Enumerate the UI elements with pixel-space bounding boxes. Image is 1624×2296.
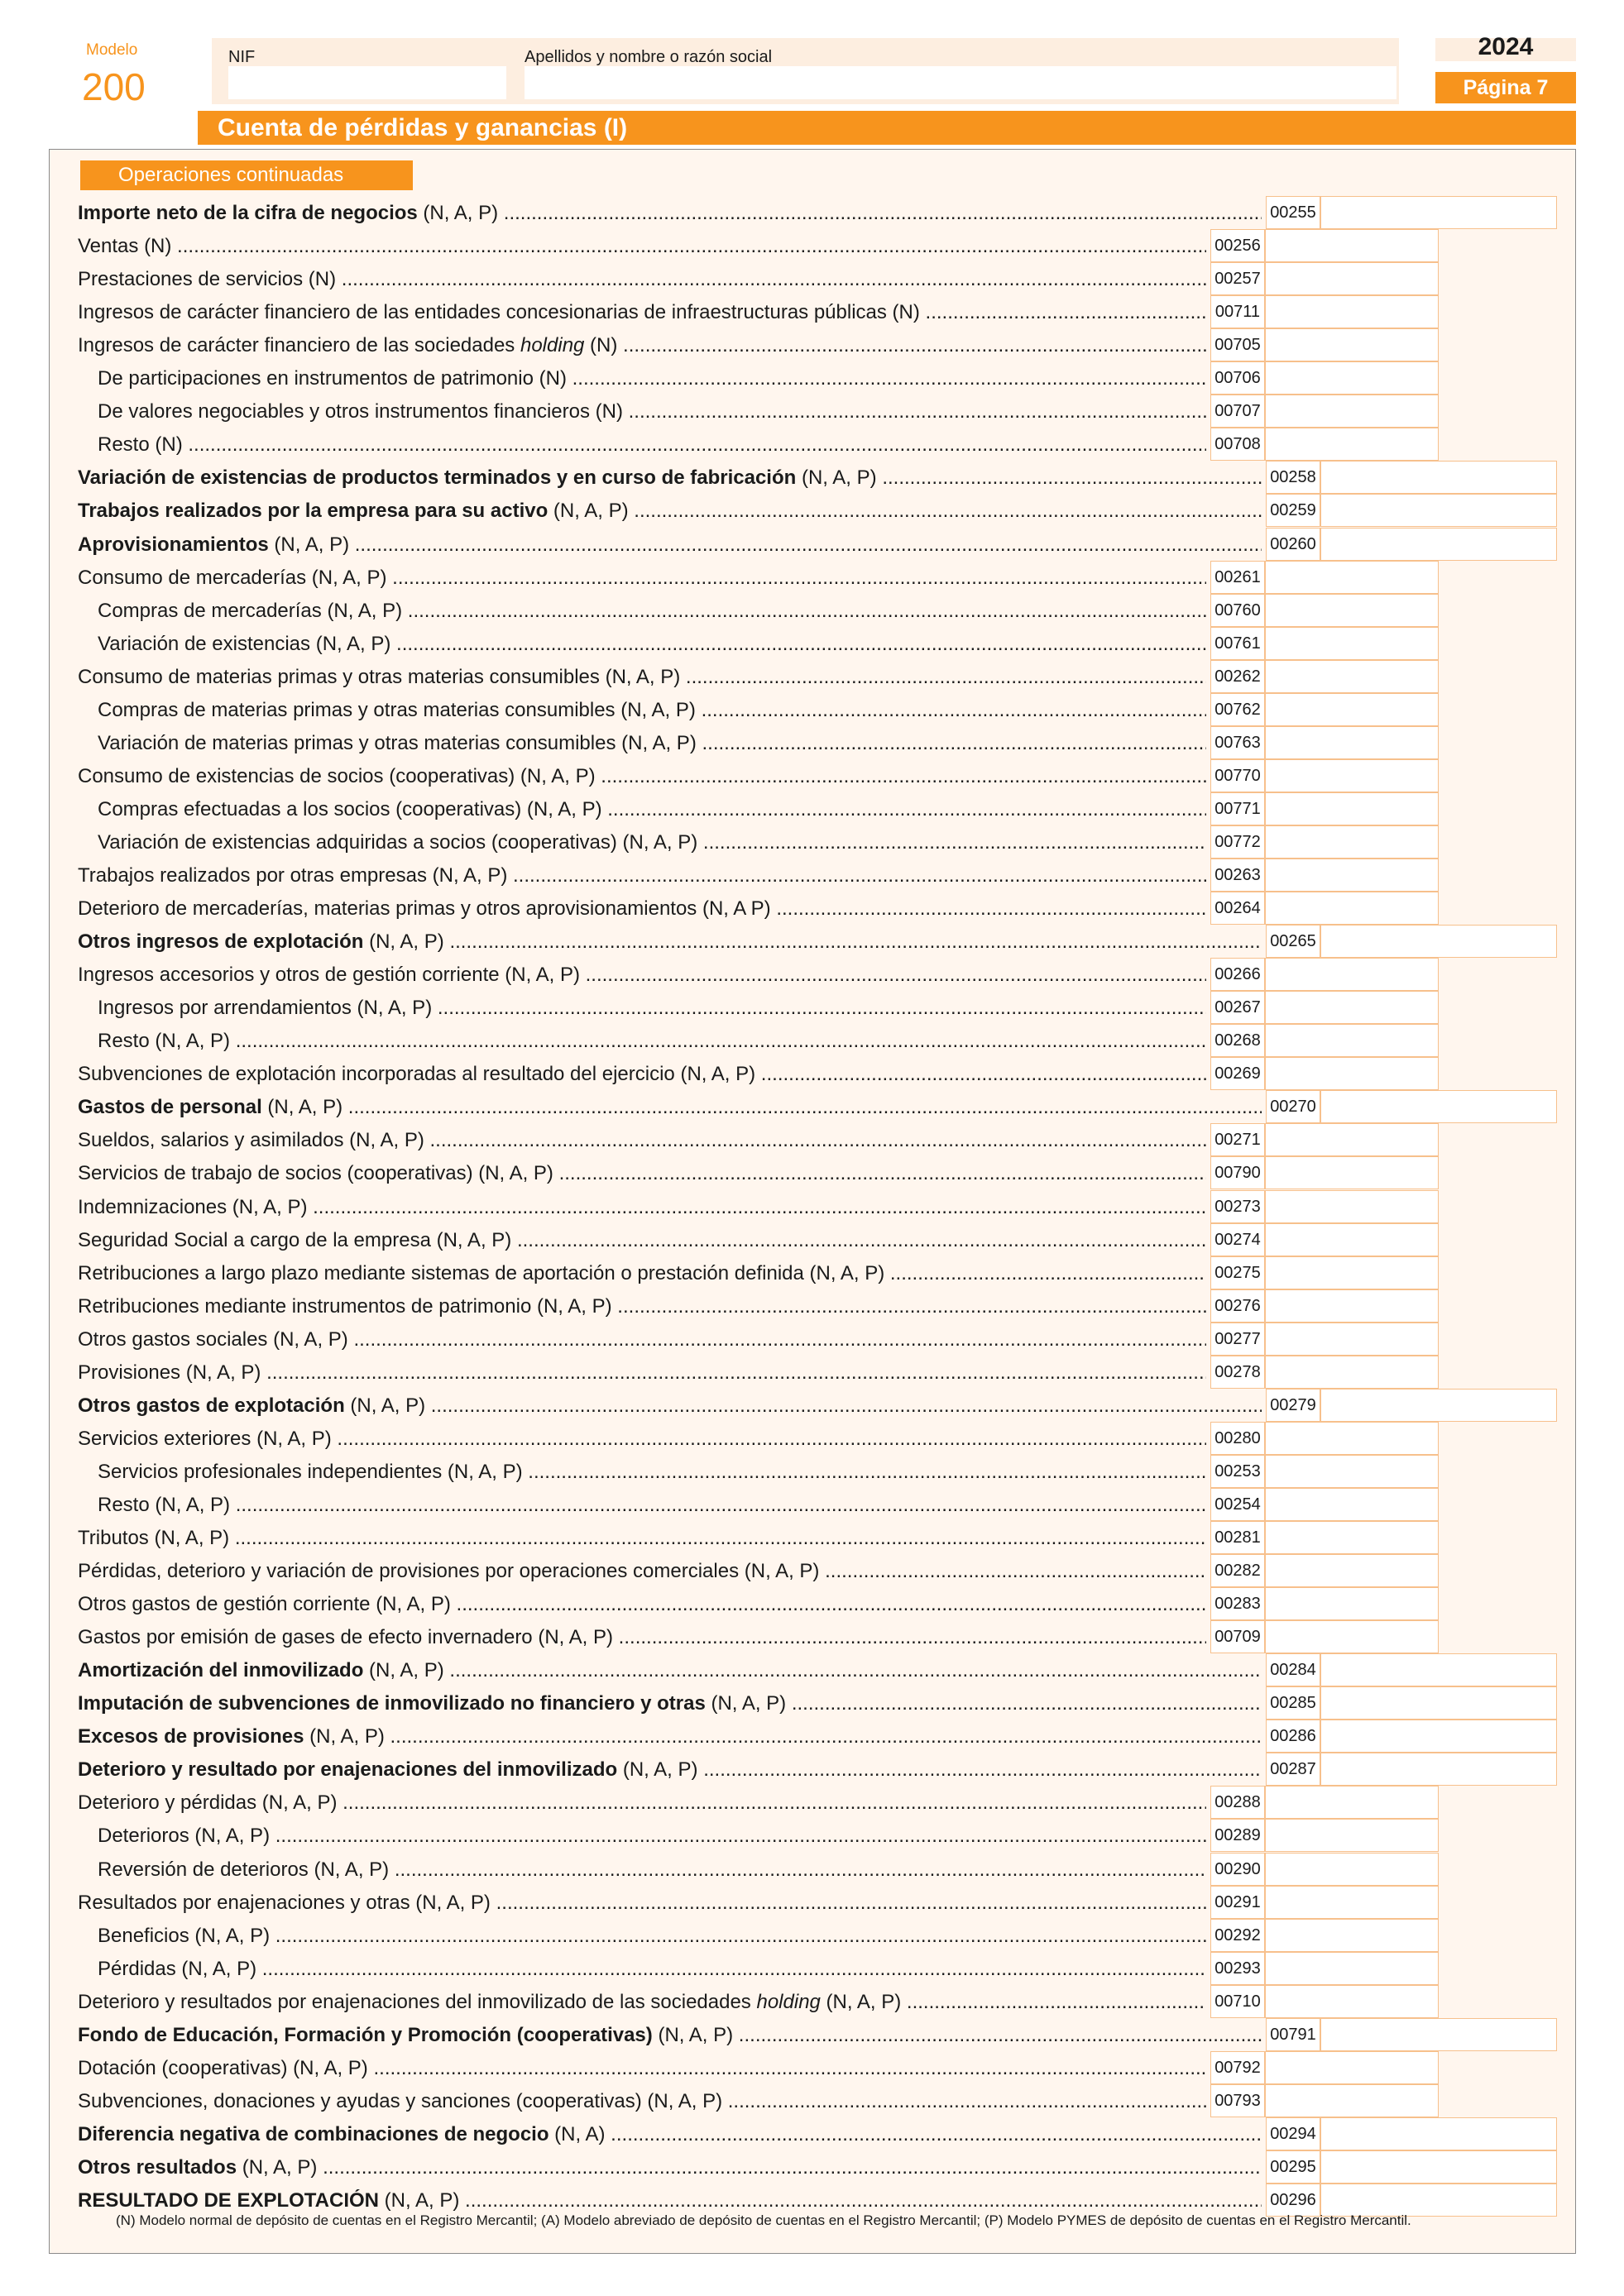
amount-field[interactable] (1265, 627, 1439, 660)
row-label-text: Otros gastos sociales (N, A, P) (78, 1328, 348, 1351)
row-label-text: Trabajos realizados por otras empresas (N, A, P) (78, 864, 508, 887)
row-label (78, 1560, 1206, 1583)
row-label-bold: Aprovisionamientos (78, 533, 269, 556)
row-label-text: Subvenciones de explotación incorporadas al resultado del ejercicio (N, A, P) (78, 1063, 756, 1085)
row-label (78, 367, 1206, 390)
row-label (78, 301, 1206, 324)
box-code: 00273 (1210, 1190, 1265, 1223)
box-code: 00706 (1210, 361, 1265, 395)
row-label-text: Tributos (N, A, P) (78, 1527, 230, 1549)
amount-field[interactable] (1320, 1389, 1557, 1422)
amount-field[interactable] (1265, 1190, 1439, 1223)
box-code: 00277 (1210, 1323, 1265, 1356)
amount-field[interactable] (1265, 1024, 1439, 1057)
row-label (78, 1692, 1262, 1715)
row-label-text: Ingresos de carácter financiero de las sociedades holding (N) (78, 334, 618, 356)
amount-field[interactable] (1320, 2117, 1557, 2150)
box-code: 00760 (1210, 594, 1265, 627)
row-label-bold: Diferencia negativa de combinaciones de negocio (78, 2123, 549, 2145)
box-code: 00263 (1210, 859, 1265, 892)
amount-field[interactable] (1265, 1422, 1439, 1455)
row-label-text: Retribuciones a largo plazo mediante sistemas de aportación o prestación definida (N, A, P) (78, 1262, 885, 1284)
row-label (78, 2123, 1262, 2146)
box-code: 00709 (1210, 1620, 1265, 1653)
row-label-text: Gastos por emisión de gases de efecto invernadero (N, A, P) (78, 1626, 614, 1648)
amount-field[interactable] (1265, 991, 1439, 1024)
row-label (78, 334, 1206, 357)
amount-field[interactable] (1265, 428, 1439, 461)
box-code: 00266 (1210, 958, 1265, 991)
box-code: 00255 (1266, 196, 1320, 229)
amount-field[interactable] (1320, 1753, 1557, 1786)
amount-field[interactable] (1265, 1919, 1439, 1952)
box-code: 00278 (1210, 1356, 1265, 1389)
section-tab: Operaciones continuadas (80, 160, 413, 190)
row-label (78, 400, 1206, 423)
row-label-text: Servicios profesionales independientes (N, A, P) (98, 1461, 523, 1483)
row-label (78, 1295, 1206, 1318)
row-label (78, 1991, 1206, 2014)
amount-field[interactable] (1265, 1886, 1439, 1919)
row-label-text: (N, A, P) (268, 533, 350, 556)
box-code: 00257 (1210, 262, 1265, 295)
row-label-text: Reversión de deterioros (N, A, P) (98, 1858, 390, 1881)
row-label-text: Ventas (N) (78, 235, 172, 257)
row-label (78, 2189, 1262, 2212)
amount-field[interactable] (1265, 1554, 1439, 1587)
row-label-text: Consumo de materias primas y otras materias consumibles (N, A, P) (78, 666, 681, 688)
row-label-bold: Otros gastos de explotación (78, 1394, 345, 1417)
box-code: 00284 (1266, 1653, 1320, 1686)
row-label (78, 1626, 1206, 1649)
amount-field[interactable] (1320, 196, 1557, 229)
row-label (78, 633, 1206, 656)
row-label (78, 1229, 1206, 1252)
row-label-text: Variación de existencias (N, A, P) (98, 633, 391, 655)
row-label-text: Consumo de mercaderías (N, A, P) (78, 567, 387, 589)
amount-field[interactable] (1265, 229, 1439, 262)
modelo-number: 200 (82, 65, 146, 108)
row-label-text: Provisiones (N, A, P) (78, 1361, 261, 1384)
row-label (78, 1162, 1206, 1185)
box-code: 00271 (1210, 1123, 1265, 1156)
row-label (78, 897, 1206, 921)
row-label-text: Deterioro y pérdidas (N, A, P) (78, 1791, 338, 1814)
row-label (78, 1196, 1206, 1219)
row-label (78, 2024, 1262, 2047)
row-label-text: Otros gastos de gestión corriente (N, A, P) (78, 1593, 451, 1615)
row-label (78, 433, 1206, 457)
box-code: 00762 (1210, 693, 1265, 726)
amount-field[interactable] (1265, 759, 1439, 792)
amount-field[interactable] (1265, 1156, 1439, 1189)
box-code: 00274 (1210, 1223, 1265, 1256)
amount-field[interactable] (1265, 1323, 1439, 1356)
row-label (78, 1725, 1262, 1748)
amount-field[interactable] (1320, 1090, 1557, 1123)
row-label (78, 1328, 1206, 1351)
row-label-text: Deterioro y resultados por enajenaciones del inmovilizado de las sociedades holding (N, A, P) (78, 1991, 902, 2013)
amount-field[interactable] (1265, 1356, 1439, 1389)
row-label-text: (N, A, P) (344, 1394, 426, 1417)
amount-field[interactable] (1265, 1455, 1439, 1488)
row-label (78, 1925, 1206, 1948)
amount-field[interactable] (1265, 1521, 1439, 1554)
row-label-text: (N, A, P) (304, 1725, 385, 1748)
row-label (78, 765, 1206, 788)
row-label-text: (N, A, P) (379, 2189, 460, 2212)
row-label (78, 1593, 1206, 1616)
box-code: 00708 (1210, 428, 1265, 461)
amount-field[interactable] (1265, 1853, 1439, 1886)
box-code: 00269 (1210, 1057, 1265, 1090)
box-code: 00254 (1210, 1488, 1265, 1521)
row-label (78, 1030, 1206, 1053)
amount-field[interactable] (1320, 1720, 1557, 1753)
row-label-bold: Excesos de provisiones (78, 1725, 304, 1748)
row-label (78, 1659, 1262, 1682)
row-label (78, 235, 1206, 258)
box-code: 00258 (1266, 461, 1320, 494)
box-code: 00282 (1210, 1554, 1265, 1587)
amount-field[interactable] (1265, 1786, 1439, 1819)
row-label-text: (N, A, P) (548, 500, 629, 522)
box-code: 00286 (1266, 1720, 1320, 1753)
amount-field[interactable] (1265, 1488, 1439, 1521)
row-label (78, 1096, 1262, 1119)
row-label-bold: RESULTADO DE EXPLOTACIÓN (78, 2189, 380, 2212)
row-label (78, 666, 1206, 689)
amount-field[interactable] (1265, 1985, 1439, 2018)
amount-field[interactable] (1265, 1256, 1439, 1289)
box-code: 00261 (1210, 561, 1265, 594)
amount-field[interactable] (1265, 792, 1439, 825)
row-label-text: Compras de materias primas y otras materias consumibles (N, A, P) (98, 699, 696, 721)
row-label-text: Sueldos, salarios y asimilados (N, A, P) (78, 1129, 424, 1151)
nif-label: NIF (228, 48, 256, 66)
amount-field[interactable] (1265, 1223, 1439, 1256)
row-label-text: Servicios exteriores (N, A, P) (78, 1428, 332, 1450)
box-code: 00771 (1210, 792, 1265, 825)
box-code: 00279 (1266, 1389, 1320, 1422)
row-label-text: Pérdidas (N, A, P) (98, 1958, 257, 1980)
amount-field[interactable] (1320, 528, 1557, 561)
box-code: 00253 (1210, 1455, 1265, 1488)
amount-field[interactable] (1265, 693, 1439, 726)
row-label (78, 699, 1206, 722)
row-label (78, 2156, 1262, 2179)
row-label-text: Compras efectuadas a los socios (cooperativas) (N, A, P) (98, 798, 602, 820)
amount-field[interactable] (1320, 2018, 1557, 2051)
row-label (78, 964, 1206, 987)
box-code: 00285 (1266, 1686, 1320, 1720)
amount-field[interactable] (1265, 395, 1439, 428)
box-code: 00770 (1210, 759, 1265, 792)
row-label-text: Variación de materias primas y otras materias consumibles (N, A, P) (98, 732, 697, 754)
row-label (78, 2057, 1206, 2080)
box-code: 00711 (1210, 295, 1265, 328)
row-label-text: Resultados por enajenaciones y otras (N, A, P) (78, 1892, 491, 1914)
box-code: 00793 (1210, 2084, 1265, 2117)
box-code: 00283 (1210, 1587, 1265, 1620)
row-label (78, 1361, 1206, 1385)
box-code: 00295 (1266, 2150, 1320, 2184)
row-label-text: (N, A) (549, 2123, 606, 2145)
row-label-text: Indemnizaciones (N, A, P) (78, 1196, 308, 1218)
amount-field[interactable] (1265, 726, 1439, 759)
row-label-text: (N, A, P) (617, 1758, 698, 1781)
box-code: 00290 (1210, 1853, 1265, 1886)
row-label-bold: Otros ingresos de explotación (78, 930, 364, 953)
amount-field[interactable] (1320, 1686, 1557, 1720)
box-code: 00276 (1210, 1289, 1265, 1323)
row-label-text: Consumo de existencias de socios (cooperativas) (N, A, P) (78, 765, 596, 787)
nif-field[interactable] (228, 66, 506, 99)
row-label-bold: Gastos de personal (78, 1096, 262, 1118)
box-code: 00256 (1210, 229, 1265, 262)
row-label-text: De valores negociables y otros instrumentos financieros (N) (98, 400, 623, 423)
amount-field[interactable] (1265, 328, 1439, 361)
year: 2024 (1478, 33, 1534, 60)
amount-field[interactable] (1265, 2084, 1439, 2117)
box-code: 00294 (1266, 2117, 1320, 2150)
row-label (78, 1858, 1206, 1882)
row-label (78, 798, 1206, 821)
amount-field[interactable] (1265, 1587, 1439, 1620)
box-code: 00761 (1210, 627, 1265, 660)
box-code: 00296 (1266, 2184, 1320, 2217)
row-label (78, 1494, 1206, 1517)
row-label-bold: Fondo de Educación, Formación y Promoción (cooperativas) (78, 2024, 653, 2046)
row-label-text: Beneficios (N, A, P) (98, 1925, 271, 1947)
amount-field[interactable] (1265, 2051, 1439, 2084)
row-label-text: Ingresos por arrendamientos (N, A, P) (98, 997, 433, 1019)
box-code: 00288 (1210, 1786, 1265, 1819)
box-code: 00262 (1210, 660, 1265, 693)
box-code: 00275 (1210, 1256, 1265, 1289)
box-code: 00260 (1266, 528, 1320, 561)
page-number: Página 7 (1435, 72, 1576, 103)
amount-field[interactable] (1265, 1620, 1439, 1653)
box-code: 00792 (1210, 2051, 1265, 2084)
row-label-text: Retribuciones mediante instrumentos de patrimonio (N, A, P) (78, 1295, 612, 1318)
amount-field[interactable] (1265, 1819, 1439, 1852)
amount-field[interactable] (1320, 2150, 1557, 2184)
row-label-bold: Variación de existencias de productos terminados y en curso de fabricación (78, 466, 797, 489)
row-label-text: Deterioro de mercaderías, materias primas y otros aprovisionamientos (N, A P) (78, 897, 771, 920)
row-label (78, 1825, 1206, 1848)
amount-field[interactable] (1320, 2184, 1557, 2217)
box-code: 00270 (1266, 1090, 1320, 1123)
box-code: 00291 (1210, 1886, 1265, 1919)
box-code: 00267 (1210, 991, 1265, 1024)
row-label (78, 268, 1206, 291)
box-code: 00293 (1210, 1952, 1265, 1985)
amount-field[interactable] (1320, 1653, 1557, 1686)
amount-field[interactable] (1265, 1123, 1439, 1156)
row-label-bold: Trabajos realizados por la empresa para su activo (78, 500, 549, 522)
row-label-text: Seguridad Social a cargo de la empresa (N, A, P) (78, 1229, 512, 1251)
row-label-text: (N, A, P) (237, 2156, 318, 2179)
box-code: 00710 (1210, 1985, 1265, 2018)
page-title: Cuenta de pérdidas y ganancias (I) (198, 111, 1576, 145)
amount-field[interactable] (1265, 958, 1439, 991)
amount-field[interactable] (1265, 594, 1439, 627)
row-label-text: De participaciones en instrumentos de patrimonio (N) (98, 367, 567, 390)
box-code: 00259 (1266, 494, 1320, 527)
amount-field[interactable] (1265, 1952, 1439, 1985)
box-code: 00281 (1210, 1521, 1265, 1554)
row-label-text: Ingresos accesorios y otros de gestión corriente (N, A, P) (78, 964, 580, 986)
box-code: 00772 (1210, 825, 1265, 859)
row-label (78, 1428, 1206, 1451)
box-code: 00707 (1210, 395, 1265, 428)
row-label-text: Ingresos de carácter financiero de las entidades concesionarias de infraestructuras públicas (N) (78, 301, 920, 323)
row-label (78, 1958, 1206, 1981)
row-label (78, 831, 1206, 854)
box-code: 00265 (1266, 925, 1320, 958)
box-code: 00287 (1266, 1753, 1320, 1786)
row-label-bold: Importe neto de la cifra de negocios (78, 202, 418, 224)
name-field[interactable] (525, 66, 1396, 99)
row-label-bold: Otros resultados (78, 2156, 237, 2179)
footnote: (N) Modelo normal de depósito de cuentas en el Registro Mercantil; (A) Modelo abreviado de depósito de cuentas en el Registro Mercantil; (P) Modelo PYMES de depósito de cuentas en el Registro Mercantil. (116, 2212, 1411, 2228)
row-label-text: (N, A, P) (652, 2024, 734, 2046)
row-label-text: Deterioros (N, A, P) (98, 1825, 271, 1847)
row-label-text: Resto (N, A, P) (98, 1030, 231, 1052)
row-label (78, 732, 1206, 755)
box-code: 00791 (1266, 2018, 1320, 2051)
row-label (78, 1791, 1206, 1815)
amount-field[interactable] (1265, 262, 1439, 295)
name-label: Apellidos y nombre o razón social (525, 48, 773, 66)
amount-field[interactable] (1265, 1289, 1439, 1323)
row-label (78, 466, 1262, 490)
row-label (78, 1129, 1206, 1152)
row-label (78, 533, 1262, 557)
amount-field[interactable] (1265, 825, 1439, 859)
row-label (78, 1461, 1206, 1484)
row-label-text: Subvenciones, donaciones y ayudas y sanciones (cooperativas) (N, A, P) (78, 2090, 723, 2112)
row-label (78, 500, 1262, 523)
row-label (78, 864, 1206, 887)
row-label (78, 1262, 1206, 1285)
row-label (78, 567, 1206, 590)
row-label-text: (N, A, P) (417, 202, 499, 224)
row-label (78, 1892, 1206, 1915)
box-code: 00280 (1210, 1422, 1265, 1455)
row-label-text: Servicios de trabajo de socios (cooperativas) (N, A, P) (78, 1162, 553, 1184)
row-label (78, 2090, 1206, 2113)
box-code: 00289 (1210, 1819, 1265, 1852)
row-label (78, 600, 1206, 623)
row-label-text: Resto (N, A, P) (98, 1494, 231, 1516)
row-label-text: Variación de existencias adquiridas a socios (cooperativas) (N, A, P) (98, 831, 698, 854)
row-label-text: Prestaciones de servicios (N) (78, 268, 337, 290)
modelo-label: Modelo (86, 41, 138, 59)
box-code: 00268 (1210, 1024, 1265, 1057)
box-code: 00705 (1210, 328, 1265, 361)
row-label-text: Dotación (cooperativas) (N, A, P) (78, 2057, 368, 2079)
amount-field[interactable] (1265, 892, 1439, 925)
row-label-text: Resto (N) (98, 433, 183, 456)
row-label-bold: Imputación de subvenciones de inmovilizado no financiero y otras (78, 1692, 706, 1715)
row-label-text: (N, A, P) (363, 1659, 444, 1681)
row-label (78, 1394, 1262, 1418)
box-code: 00264 (1210, 892, 1265, 925)
row-label (78, 997, 1206, 1020)
box-code: 00763 (1210, 726, 1265, 759)
amount-field[interactable] (1320, 925, 1557, 958)
row-label-text: (N, A, P) (796, 466, 877, 489)
row-label-text: (N, A, P) (705, 1692, 787, 1715)
row-label-text: (N, A, P) (363, 930, 444, 953)
row-label-text: Pérdidas, deterioro y variación de provisiones por operaciones comerciales (N, A, P) (78, 1560, 820, 1582)
row-label (78, 1527, 1206, 1550)
row-label (78, 1063, 1206, 1086)
amount-field[interactable] (1265, 859, 1439, 892)
row-label-bold: Amortización del inmovilizado (78, 1659, 364, 1681)
amount-field[interactable] (1265, 1057, 1439, 1090)
box-code: 00292 (1210, 1919, 1265, 1952)
row-label (78, 1758, 1262, 1782)
amount-field[interactable] (1265, 295, 1439, 328)
amount-field[interactable] (1265, 361, 1439, 395)
row-label-text: (N, A, P) (261, 1096, 343, 1118)
row-label-bold: Deterioro y resultado por enajenaciones del inmovilizado (78, 1758, 618, 1781)
amount-field[interactable] (1265, 561, 1439, 594)
row-label-text: Compras de mercaderías (N, A, P) (98, 600, 403, 622)
amount-field[interactable] (1320, 494, 1557, 527)
amount-field[interactable] (1265, 660, 1439, 693)
row-label (78, 202, 1262, 225)
box-code: 00790 (1210, 1156, 1265, 1189)
amount-field[interactable] (1320, 461, 1557, 494)
row-label (78, 930, 1262, 954)
